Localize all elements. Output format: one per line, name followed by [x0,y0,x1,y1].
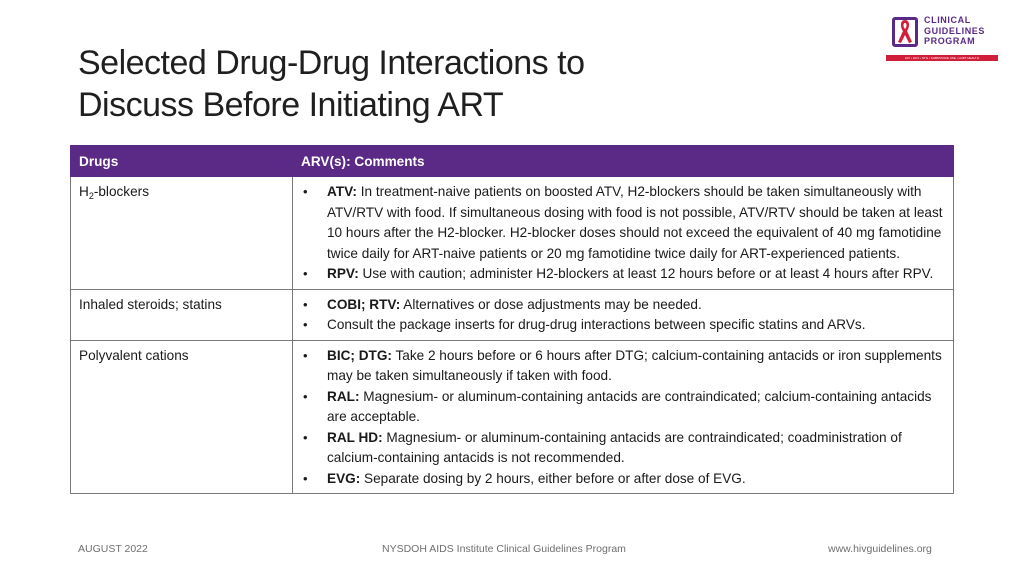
drug-name: H [79,184,89,199]
drug-name-suffix: -blockers [93,184,149,199]
footer-website-link[interactable]: www.hivguidelines.org [828,543,932,555]
comment-text: Separate dosing by 2 hours, either before or after dose of EVG. [360,470,746,486]
comment-text: Take 2 hours before or 6 hours after DTG; calcium-containing antacids or iron supplements may be taken simultaneously if taken with food. [327,347,942,383]
footer-date: AUGUST 2022 [78,543,148,555]
comment-item [301,264,945,285]
comment-text: Magnesium- or aluminum-containing antacids are contraindicated; calcium-containing antacids are acceptable. [327,388,932,424]
arv-name: RAL: [327,388,360,404]
drug-subscript: 2 [88,191,94,201]
arv-name: RAL HD: [327,429,383,445]
drug-cell: Polyvalent cations [71,340,293,494]
table-row-h2-blockers [71,177,954,290]
comments-cell [293,340,954,494]
column-header-comments: ARV(s): Comments [293,146,954,177]
comment-item [301,469,945,490]
arv-name: RPV: [327,266,359,281]
logo-wordmark [924,15,985,47]
logo-line-1: CLINICAL [924,15,971,25]
logo-line-2: GUIDELINES [924,25,986,36]
slide-title [78,42,584,126]
comment-text: Use with caution; administer H2-blockers at least 12 hours before or at least 4 hours after RPV. [358,266,934,281]
table-row-inhaled-steroids-statins [71,289,954,340]
table-header-row [71,146,954,177]
comment-item [301,428,945,469]
slide-title-line-1: Selected Drug-Drug Interactions to [78,44,585,82]
comment-text: Alternatives or dose adjustments may be needed. [400,296,702,312]
logo-tagline-bar: HIV • HCV • STIs • SUBSTANCE USE • LGBT HEALTH [886,55,998,61]
comment-item [301,295,945,316]
comment-text: Magnesium- or aluminum-containing antacids are contraindicated; coadministration of calcium-containing antacids is not recommended. [327,429,902,465]
footer-program: NYSDOH AIDS Institute Clinical Guidelines Program [382,543,626,555]
slide-title-line-2: Discuss Before Initiating ART [78,86,504,124]
clinical-guidelines-program-logo [886,13,1006,63]
arv-name: BIC; DTG: [327,347,392,363]
logo-line-3: PROGRAM [924,36,976,46]
comment-item [301,182,945,264]
comment-item [301,346,945,387]
arv-name: EVG: [327,470,361,486]
comments-cell [293,177,954,290]
arv-name: ATV: [327,184,357,199]
drug-cell [71,177,293,290]
drug-interactions-table [70,145,954,494]
awareness-ribbon-icon [894,17,916,45]
comment-item [301,315,945,336]
column-header-drugs: Drugs [71,146,293,177]
comments-cell [293,289,954,340]
comment-text: Consult the package inserts for drug-drug interactions between specific statins and ARVs. [327,317,866,332]
drug-cell: Inhaled steroids; statins [71,289,293,340]
comment-item [301,387,945,428]
comment-text: In treatment-naive patients on boosted ATV, H2-blockers should be taken simultaneously with ATV/RTV with food. If simultaneous dosing with food is not possible, ATV/RTV should be taken at least 10 hours after the H2-blocker. H2-blocker doses should not exceed the equivalent of 40 mg famotidine twice daily for ART-naive patients or 20 mg famotidine twice daily for ART-experienced patients. [327,184,943,261]
arv-name: COBI; RTV: [327,296,401,312]
table-row-polyvalent-cations [71,340,954,494]
